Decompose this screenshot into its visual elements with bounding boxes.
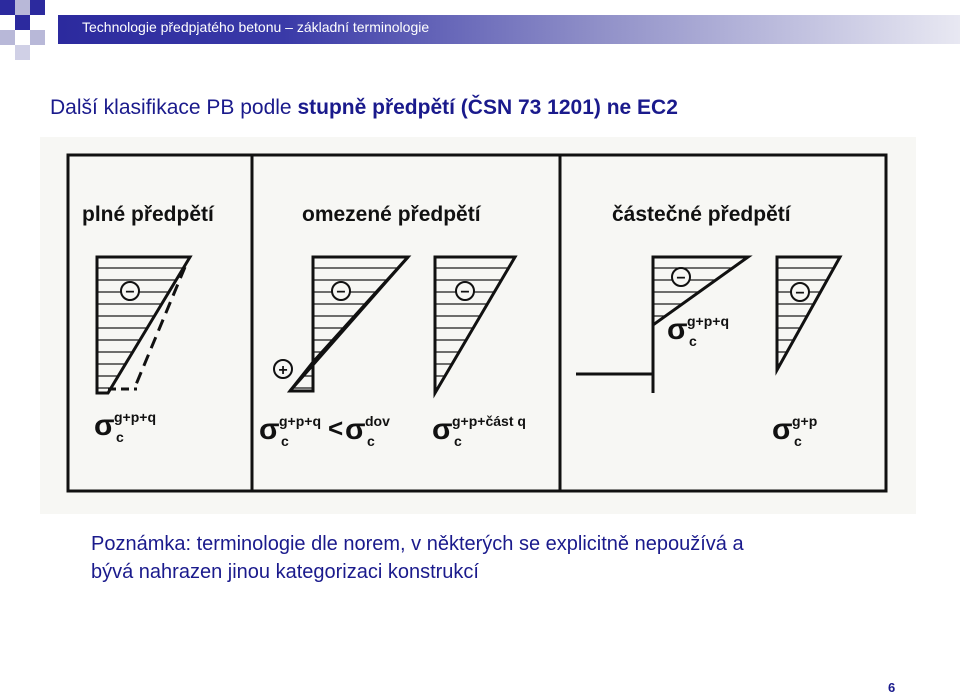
formula-sup: g+p+q <box>687 313 730 329</box>
formula-sup: g+p+q <box>114 409 157 425</box>
minus-sign: − <box>795 285 805 302</box>
panel-label-full: plné předpětí <box>82 203 214 226</box>
corner-square-7 <box>15 45 30 60</box>
formula-sigma: σ <box>432 413 453 446</box>
corner-square-6 <box>30 30 45 45</box>
note-line-2: bývá nahrazen jinou kategorizaci konstrukcí <box>91 561 479 583</box>
formula-sup: dov <box>365 413 390 429</box>
slide-title-bold: stupně předpětí (ČSN 73 1201) ne EC2 <box>297 96 678 119</box>
minus-sign: − <box>676 270 686 287</box>
formula-sub: c <box>116 429 124 445</box>
slide-title-plain: Další klasifikace PB podle <box>50 96 298 119</box>
formula-sub: c <box>794 433 802 449</box>
corner-square-1 <box>0 0 15 15</box>
corner-square-4 <box>15 15 30 30</box>
page-number: 6 <box>888 680 896 695</box>
note-line-1: Poznámka: terminologie dle norem, v některých se explicitně nepoužívá a <box>91 533 744 555</box>
formula-sigma: σ <box>667 313 688 346</box>
formula-sup: g+p <box>792 413 818 429</box>
formula-sub: c <box>689 333 697 349</box>
formula-sub: c <box>367 433 375 449</box>
prestress-diagram <box>40 137 916 514</box>
minus-sign: − <box>336 284 346 301</box>
minus-sign: − <box>125 284 135 301</box>
corner-square-5 <box>0 30 15 45</box>
note <box>91 530 744 586</box>
formula-sup: g+p+q <box>279 413 322 429</box>
formula-sigma: σ <box>345 413 366 446</box>
formula-sigma: σ <box>94 409 115 442</box>
formula-sub: c <box>454 433 462 449</box>
header-title: Technologie předpjatého betonu – základní terminologie <box>82 19 430 35</box>
formula-sigma: σ <box>772 413 793 446</box>
panel-label-partial: částečné předpětí <box>612 203 791 226</box>
formula-sup: g+p+část q <box>452 413 526 429</box>
panel-label-limited: omezené předpětí <box>302 203 481 226</box>
minus-sign: − <box>460 284 470 301</box>
formula-less-than: < <box>328 413 344 443</box>
formula-sigma: σ <box>259 413 280 446</box>
corner-square-2 <box>15 0 30 15</box>
plus-sign: + <box>278 362 288 379</box>
slide-title <box>50 96 678 120</box>
corner-square-3 <box>30 0 45 15</box>
formula-sub: c <box>281 433 289 449</box>
